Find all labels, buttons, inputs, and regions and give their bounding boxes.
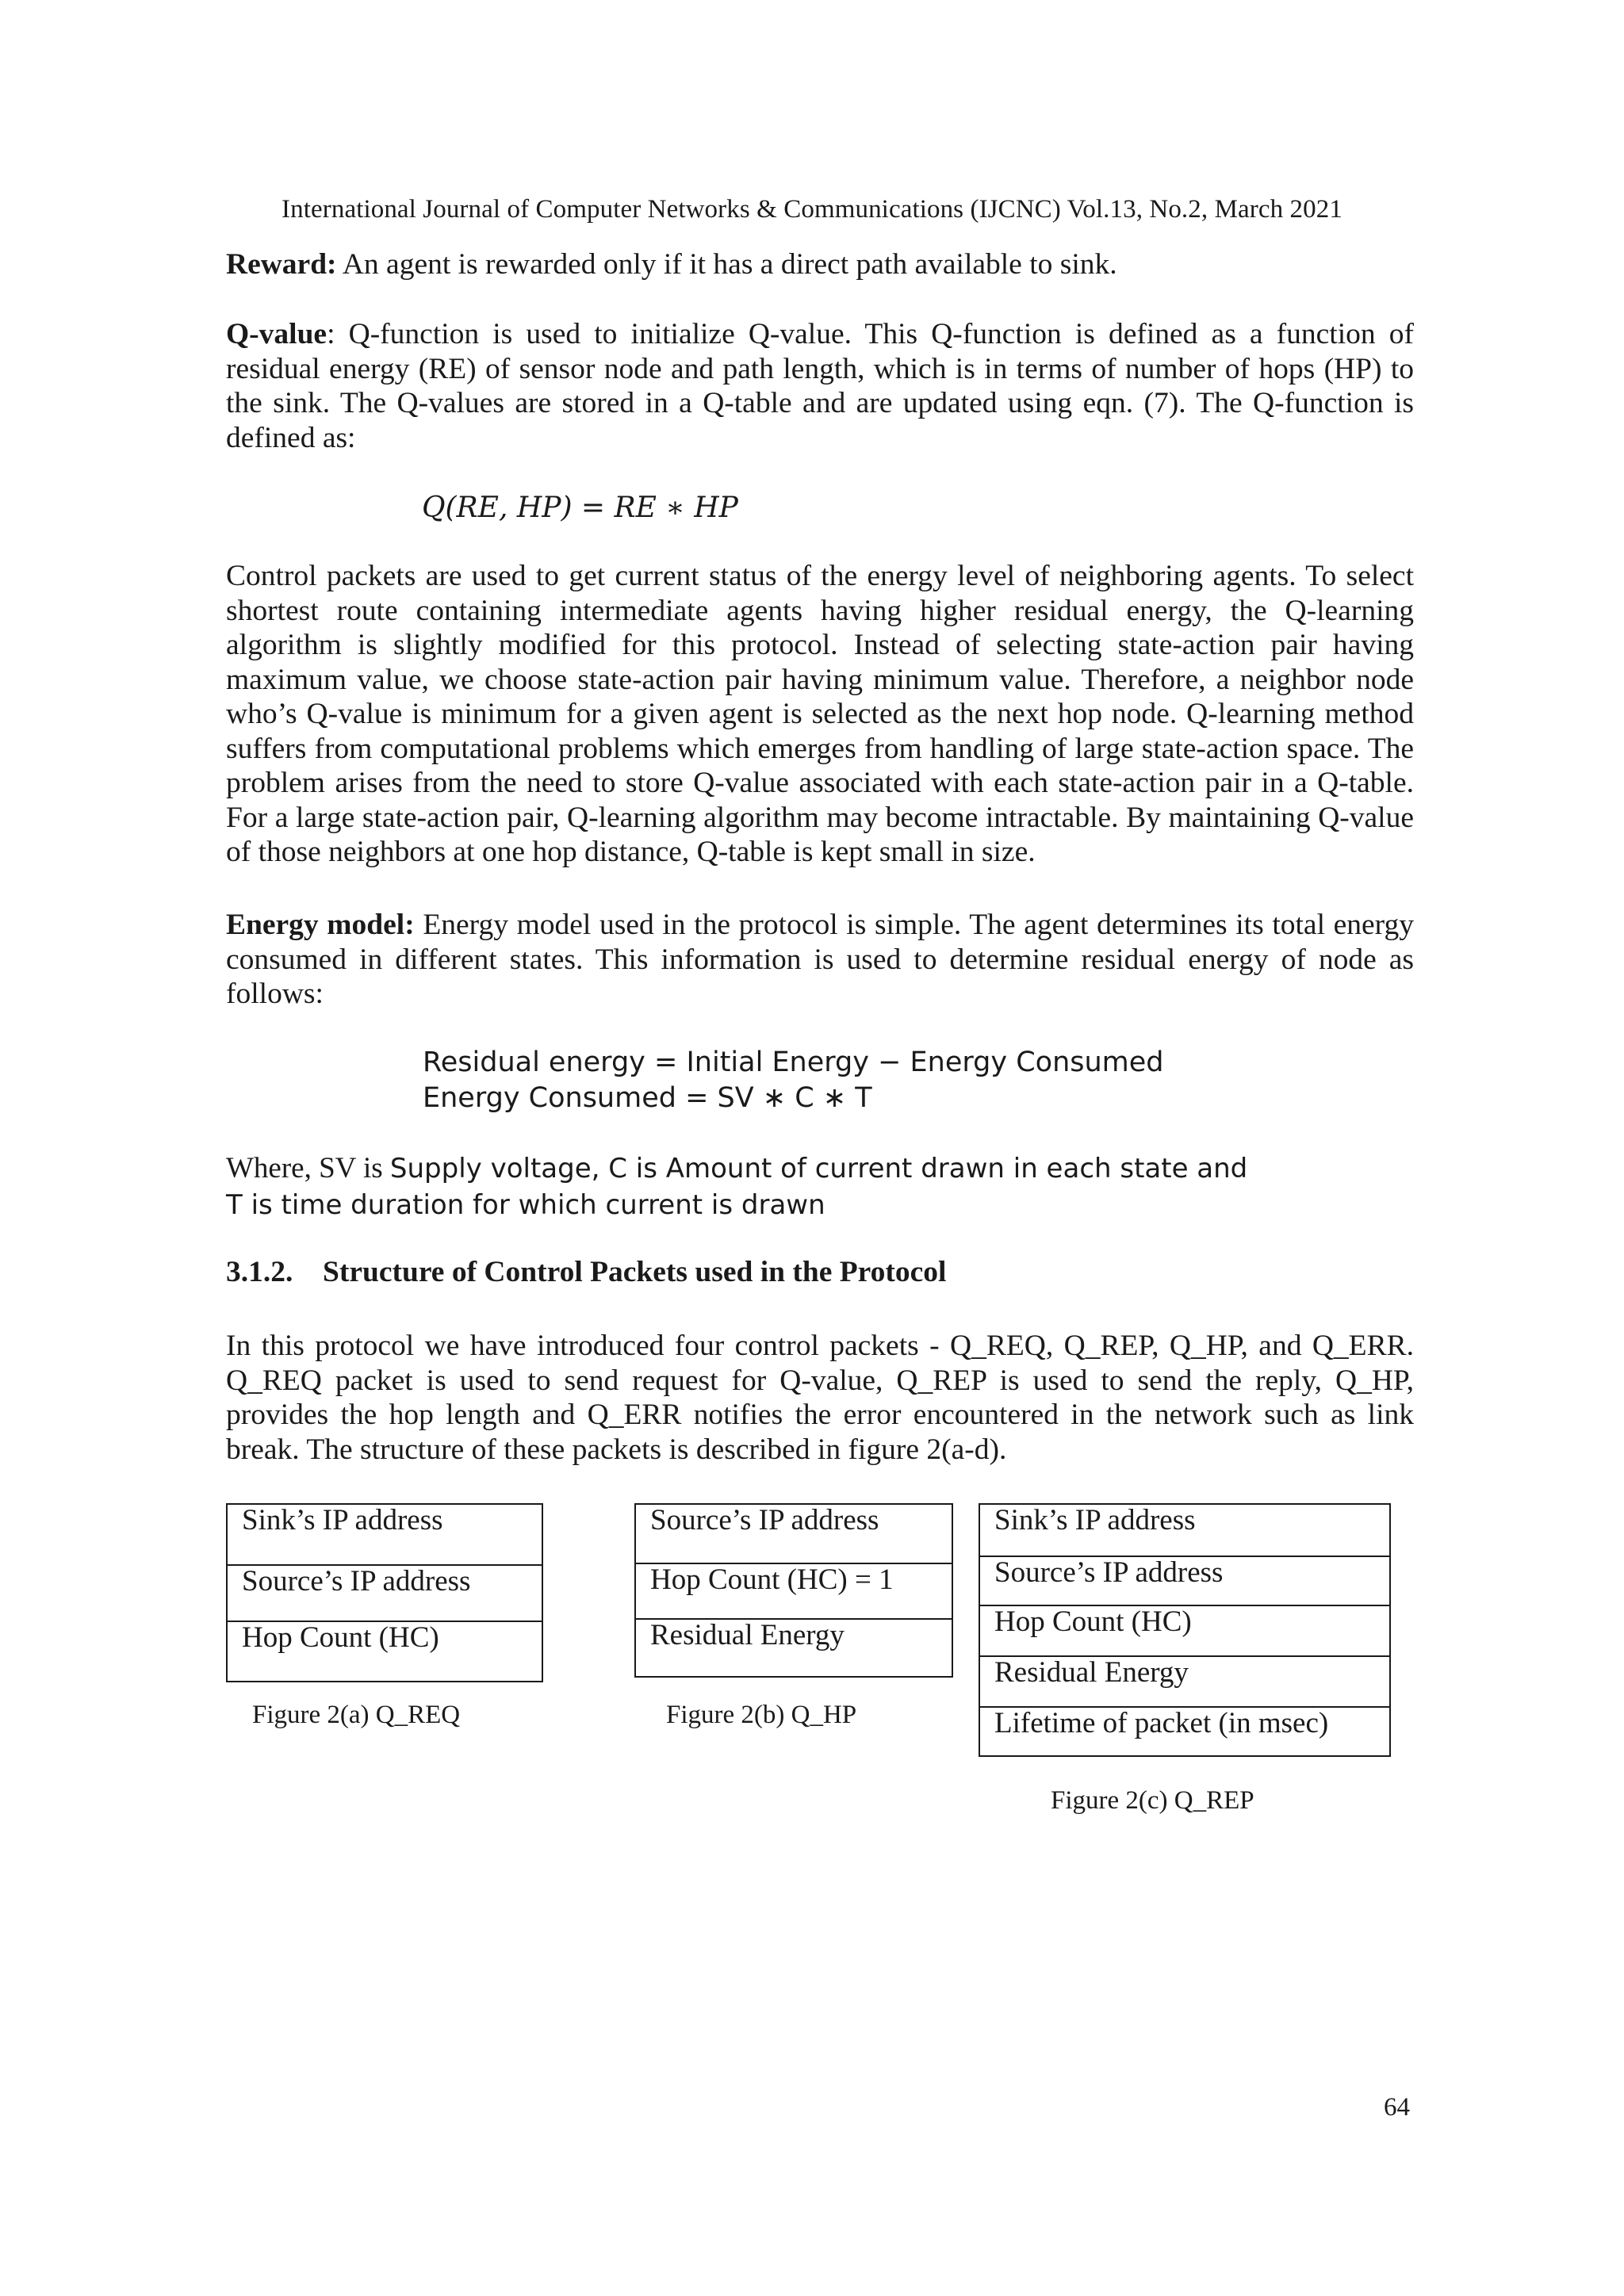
q-req-packet-diagram <box>226 1503 543 1682</box>
where-line-1-sans: Supply voltage, C is Amount of current drawn in each state and <box>389 1153 1248 1184</box>
reward-text: An agent is rewarded only if it has a direct path available to sink. <box>336 248 1117 281</box>
residual-energy-equation: Residual energy = Initial Energy − Energy Consumed <box>423 1047 1164 1078</box>
q-rep-field-source-ip: Source’s IP address <box>980 1557 1389 1606</box>
q-req-field-sink-ip: Sink’s IP address <box>228 1505 542 1566</box>
where-line-2-sans: T is time duration for which current is drawn <box>226 1189 825 1221</box>
q-rep-caption: Figure 2(c) Q_REP <box>1051 1786 1254 1815</box>
qvalue-text: : Q-function is used to initialize Q-value. This Q-function is defined as a function of residual energy (RE) of sensor node and path length, which is in terms of number of hops (HP) to the sink. The Q-values are stored in a Q-table and are updated using eqn. (7). The Q-function is defined as: <box>226 318 1414 454</box>
q-req-field-hop-count: Hop Count (HC) <box>242 1622 439 1654</box>
page-number: 64 <box>1384 2093 1410 2122</box>
q-hp-field-residual-energy: Residual Energy <box>650 1620 845 1651</box>
control-packets-paragraph: Control packets are used to get current status of the energy level of neighboring agents. To select shortest route containing intermediate agents having higher residual energy, the Q-learning algorithm is slightly modified for this protocol. Instead of selecting state-action pair having maximum value, we choose state-action pair having minimum value. Therefore, a neighbor node who’s Q-value is minimum for a given agent is selected as the next hop node. Q-learning method suffers from computational problems which emerges from handling of large state-action space. The problem arises from the need to store Q-value associated with each state-action pair in a Q-table. For a large state-action pair, Q-learning algorithm may become intractable. By maintaining Q-value of those neighbors at one hop distance, Q-table is kept small in size. <box>226 560 1414 868</box>
q-rep-field-hop-count: Hop Count (HC) <box>980 1606 1389 1657</box>
energy-model-label: Energy model: <box>226 909 415 941</box>
where-line-1-serif: Where, SV is <box>226 1152 390 1184</box>
qvalue-label: Q-value <box>226 318 327 350</box>
where-line-1 <box>226 1151 1247 1185</box>
where-line-2 <box>226 1188 825 1222</box>
reward-paragraph <box>226 247 1414 282</box>
q-hp-field-hop-count: Hop Count (HC) = 1 <box>636 1564 952 1620</box>
q-rep-field-lifetime: Lifetime of packet (in msec) <box>994 1708 1329 1739</box>
section-title: Structure of Control Packets used in the Protocol <box>323 1256 947 1288</box>
running-header: International Journal of Computer Networks & Communications (IJCNC) Vol.13, No.2, March 2021 <box>282 195 1342 224</box>
q-rep-field-sink-ip: Sink’s IP address <box>980 1505 1389 1557</box>
q-rep-field-residual-energy: Residual Energy <box>980 1657 1389 1708</box>
packets-paragraph: In this protocol we have introduced four control packets - Q_REQ, Q_REP, Q_HP, and Q_ERR. Q_REQ packet is used to send request for Q-value, Q_REP is used to send the reply, Q_HP, provides the hop length and Q_ERR notifies the error encountered in the network such as link break. The structure of these packets is described in figure 2(a-d). <box>226 1330 1414 1466</box>
q-req-caption: Figure 2(a) Q_REQ <box>252 1701 461 1729</box>
qvalue-paragraph <box>226 317 1414 455</box>
energy-model-text: Energy model used in the protocol is simple. The agent determines its total energy consumed in different states. This information is used to determine residual energy of node as follows: <box>226 909 1414 1010</box>
q-function-equation: Q(RE, HP) = RE ∗ HP <box>422 492 738 524</box>
energy-consumed-equation: Energy Consumed = SV ∗ C ∗ T <box>423 1082 872 1114</box>
q-req-field-source-ip: Source’s IP address <box>228 1566 542 1622</box>
q-hp-caption: Figure 2(b) Q_HP <box>666 1701 857 1729</box>
reward-label: Reward: <box>226 248 337 281</box>
section-number: 3.1.2. <box>226 1256 293 1288</box>
q-rep-packet-diagram <box>979 1503 1391 1757</box>
energy-model-paragraph <box>226 908 1414 1012</box>
section-heading <box>226 1255 946 1289</box>
q-hp-packet-diagram <box>634 1503 953 1678</box>
q-hp-field-source-ip: Source’s IP address <box>636 1505 952 1564</box>
